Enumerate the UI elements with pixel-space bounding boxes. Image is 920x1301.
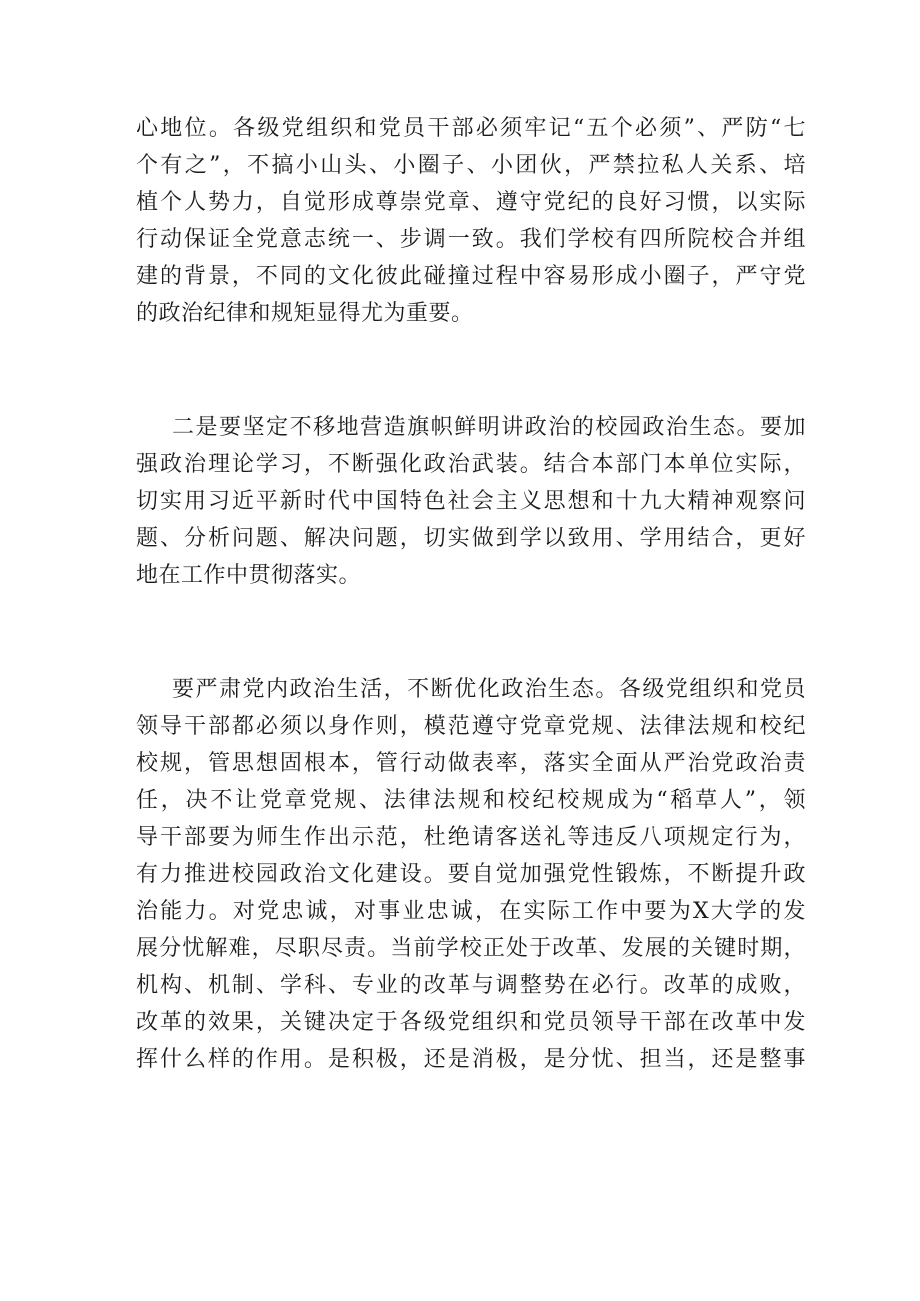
paragraph-3-line: 领导干部都必须以身作则，模范遵守党章党规、法律法规和校纪 (136, 714, 806, 739)
paragraph-3-line: 改革的效果，关键决定于各级党组织和党员领导干部在改革中发 (136, 1010, 806, 1035)
paragraph-1-line: 植个人势力，自觉形成尊崇党章、遵守党纪的良好习惯，以实际 (136, 190, 806, 215)
paragraph-2-line: 切实用习近平新时代中国特色社会主义思想和十九大精神观察问 (136, 489, 806, 514)
paragraph-2-line: 强政治理论学习，不断强化政治武装。结合本部门本单位实际， (136, 452, 806, 477)
paragraph-3-line: 导干部要为师生作出示范，杜绝请客送礼等违反八项规定行为， (136, 825, 806, 850)
paragraph-1 (136, 110, 806, 332)
paragraph-3-line: 挥什么样的作用。是积极，还是消极，是分忧、担当，还是整事 (136, 1047, 806, 1072)
paragraph-2-line: 二是要坚定不移地营造旗帜鲜明讲政治的校园政治生态。要加 (172, 415, 806, 440)
paragraph-3 (136, 671, 806, 1078)
paragraph-1-line: 建的背景，不同的文化彼此碰撞过程中容易形成小圈子，严守党 (136, 264, 806, 289)
paragraph-1-line: 行动保证全党意志统一、步调一致。我们学校有四所院校合并组 (136, 227, 806, 252)
paragraph-3-line: 校规，管思想固根本，管行动做表率，落实全面从严治党政治责 (136, 751, 806, 776)
paragraph-3-line: 治能力。对党忠诚，对事业忠诚，在实际工作中要为X大学的发 (136, 899, 806, 924)
paragraph-3-line: 要严肃党内政治生活，不断优化政治生态。各级党组织和党员 (172, 677, 806, 702)
paragraph-2-line: 地在工作中贯彻落实。 (136, 563, 362, 588)
paragraph-3-line: 有力推进校园政治文化建设。要自觉加强党性锻炼，不断提升政 (136, 862, 806, 887)
paragraph-2 (136, 409, 806, 594)
paragraph-2-line: 题、分析问题、解决问题，切实做到学以致用、学用结合，更好 (136, 526, 806, 551)
paragraph-3-line: 展分忧解难，尽职尽责。当前学校正处于改革、发展的关键时期， (136, 936, 806, 961)
paragraph-3-line: 任，决不让党章党规、法律法规和校纪校规成为“稻草人”，领 (136, 788, 806, 813)
paragraph-1-line: 的政治纪律和规矩显得尤为重要。 (136, 301, 474, 326)
paragraph-1-line: 心地位。各级党组织和党员干部必须牢记“五个必须”、严防“七 (136, 116, 806, 141)
paragraph-3-line: 机构、机制、学科、专业的改革与调整势在必行。改革的成败， (136, 973, 806, 998)
paragraph-1-line: 个有之”，不搞小山头、小圈子、小团伙，严禁拉私人关系、培 (136, 153, 806, 178)
